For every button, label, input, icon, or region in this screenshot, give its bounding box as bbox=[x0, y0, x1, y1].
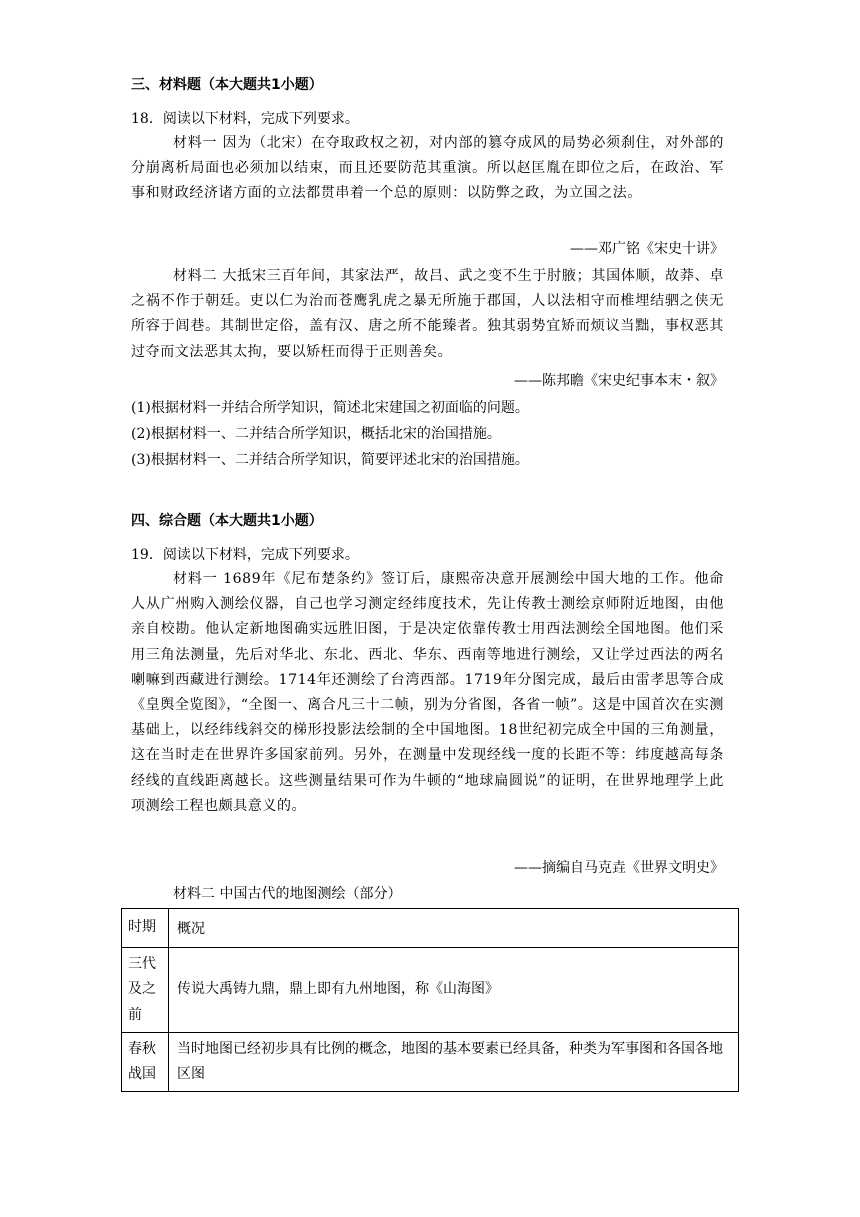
q18-source-1: ——邓广铭《宋史十讲》 bbox=[570, 241, 724, 257]
table-cell-desc: 当时地图已经初步具有比例的概念，地图的基本要素已经具备，种类为军事图和各国各地区图 bbox=[169, 1033, 739, 1092]
table-row bbox=[122, 1033, 739, 1092]
table-header-row bbox=[122, 909, 739, 948]
table-cell-period: 三代及之前 bbox=[122, 948, 169, 1033]
q18-material-2: 材料二 大抵宋三百年间，其家法严，故吕、武之变不生于肘腋；其国体顺，故莽、卓之祸不作于朝廷。吏以仁为治而苍鹰乳虎之暴无所施于郡国，人以法相守而椎埋结驷之侠无所容于闾巷。其制世定俗，盖有汉、唐之所不能臻者。独其弱势宜矫而烦议当黜，事权恶其过夺而文法恶其太拘，要以矫枉而得于正则善矣。 bbox=[131, 268, 724, 360]
question-18-stem: 18．阅读以下材料，完成下列要求。 bbox=[131, 111, 359, 127]
q18-subquestion-2: (2)根据材料一、二并结合所学知识，概括北宋的治国措施。 bbox=[131, 426, 501, 442]
q19-source-1: ——摘编自马克垚《世界文明史》 bbox=[514, 860, 724, 876]
q18-material-1: 材料一 因为（北宋）在夺取政权之初，对内部的篡夺成风的局势必须刹住，对外部的分崩离析局面也必须加以结束，而且还要防范其重演。所以赵匡胤在即位之后，在政治、军事和财政经济诸方面的立法都贯串着一个总的原则：以防弊之政，为立国之法。 bbox=[131, 135, 724, 202]
table-header-period: 时期 bbox=[122, 909, 169, 948]
question-19-stem: 19．阅读以下材料，完成下列要求。 bbox=[131, 547, 359, 563]
map-history-table bbox=[121, 908, 739, 1092]
table-header-overview: 概况 bbox=[169, 909, 739, 948]
table-cell-period: 春秋战国 bbox=[122, 1033, 169, 1092]
table-cell-desc: 传说大禹铸九鼎，鼎上即有九州地图，称《山海图》 bbox=[169, 948, 739, 1033]
q19-material-2-caption: 材料二 中国古代的地图测绘（部分） bbox=[173, 886, 402, 902]
section-title-comprehensive: 四、综合题（本大题共1小题） bbox=[131, 513, 323, 529]
q18-subquestion-1: (1)根据材料一并结合所学知识，简述北宋建国之初面临的问题。 bbox=[131, 400, 529, 416]
section-title-materials: 三、材料题（本大题共1小题） bbox=[131, 77, 323, 93]
q19-material-1: 材料一 1689年《尼布楚条约》签订后，康熙帝决意开展测绘中国大地的工作。他命人从广州购入测绘仪器，自己也学习测定经纬度技术，先让传教士测绘京师附近地图，由他亲自校勘。他认定新地图确实远胜旧图，于是决定依靠传教士用西法测绘全国地图。他们采用三角法测量，先后对华北、东北、西北、华东、西南等地进行测绘，又让学过西法的两名喇嘛到西藏进行测绘。1714年还测绘了台湾西部。1719年分图完成，最后由雷孝思等合成《皇舆全览图》，“全图一、离合凡三十二帧，别为分省图，各省一帧”。这是中国首次在实测基础上，以经纬线斜交的梯形投影法绘制的全中国地图。18世纪初完成全中国的三角测量，这在当时走在世界许多国家前列。另外，在测量中发现经线一度的长距不等：纬度越高每条经线的直线距离越长。这些测量结果可作为牛顿的“地球扁圆说”的证明，在世界地理学上此项测绘工程也颇具意义的。 bbox=[131, 571, 724, 814]
q18-source-2: ——陈邦瞻《宋史纪事本末・叙》 bbox=[514, 373, 724, 389]
q18-subquestion-3: (3)根据材料一、二并结合所学知识，简要评述北宋的治国措施。 bbox=[131, 452, 529, 468]
table-row bbox=[122, 948, 739, 1033]
